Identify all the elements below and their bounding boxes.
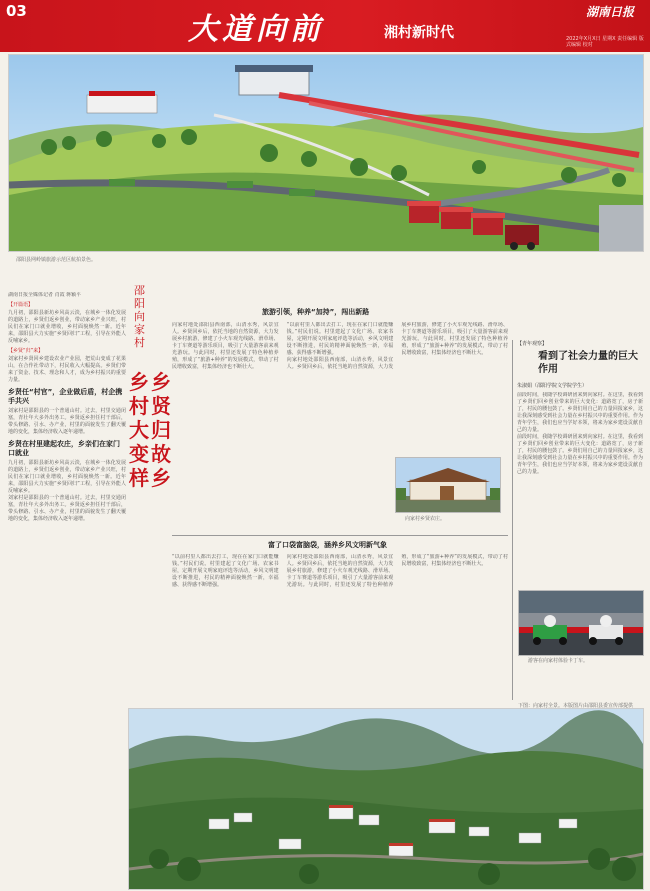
banner-subtitle: 湘村新时代: [384, 25, 454, 41]
middle-column-2: [172, 554, 508, 699]
right-paragraph-2: 前段时间，我随学校调研团来到向家村。在这里，我看到了乡贤们回乡创业带来的巨大变化：道路宽了，房子新了，村民的腰包鼓了。乡贤们用自己的力量回报家乡，这让我深刻感受到社会力量在乡村振兴中的重要作用。作为青年学生，我们也应当学好本领，将来为家乡建设贡献自己的力量。: [517, 434, 643, 475]
farm-paragraph: 九月初，邵阳县新坊乡风高云淡，在城乡一体化发展的道路上，乡贤们返乡创业，带动家乡产业兴旺，村民们在家门口就业增收，乡村面貌焕然一新。近年来，邵阳县大力实施“乡贤回归”工程，引导在外能人反哺家乡。: [8, 460, 126, 494]
section-tag-return: 【乡贤“归”来】: [8, 348, 44, 354]
go-kart-image: [519, 591, 643, 655]
banner-title: 大道向前: [188, 12, 324, 47]
section-divider: [172, 535, 508, 536]
byline: 湖南日报全媒体记者 肖霞 蒋颖平: [8, 292, 82, 298]
left-column: [8, 292, 126, 887]
issue-info: 2022年X月X日 星期X 责任编辑 版式编辑 校对: [566, 36, 644, 48]
subheading-village-official: 乡贤任“村官”，企业做后盾，村企携手共兴: [8, 388, 123, 405]
right-author: 朱淑娟（邵阳学院文学院学生）: [517, 383, 588, 389]
theme-park-landscape-image: [9, 55, 643, 251]
page-number: 03: [6, 2, 27, 20]
section2-paragraph: “以前村里人都出去打工，现在在家门口就能赚钱。”村民们说。村里建起了文化广场、农家书屋，定期开展文明家庭评选等活动，乡风文明建设不断推进，村民的精神面貌焕然一新，幸福感、获得感不断增强。: [172, 554, 279, 588]
section-tag-intro: 【开篇语】: [8, 302, 34, 308]
paper-name: 湖南日报: [586, 5, 635, 19]
intro-paragraph: 九月初，邵阳县新坊乡风高云淡，在城乡一体化发展的道路上，乡贤们返乡创业，带动家乡产业兴旺，村民们在家门口就业增收，乡村面貌焕然一新。近年来，邵阳县大力实施“乡贤回归”工程，引导在外能人反哺家乡。: [8, 310, 126, 344]
village-panorama-photo: [128, 708, 644, 890]
farm-paragraph-2: 刘家村是邵阳县的一个普通山村。过去，村里交通闭塞，青壮年大多外出务工。乡贤返乡担任村干部后，带头修路、引水、办产业，村里的面貌发生了翻天覆地的变化，集体经济收入逐年递增。: [8, 495, 126, 522]
headline-line-2: 乡 村 大 变 样: [129, 370, 149, 490]
subheading-farm: 乡贤在村里建起农庄，乡亲们在家门口就业: [8, 440, 120, 457]
middle-section-title: 旅游引领，种养“加持”，闯出新路: [262, 308, 370, 316]
top-photo: [8, 54, 644, 252]
return-paragraph: 刘家村乡贤回乡建设农业产业园，把荒山变成了花果山，在合作社带动下，村民收入大幅提高。乡贤们带来了资金、技术、理念和人才，成为乡村振兴的重要力量。: [8, 356, 126, 383]
middle-paragraph: 向家村地处邵阳县西南部，山清水秀，风景宜人。乡贤回乡后，依托当地的自然资源，大力发展乡村旅游，修建了小火车观光线路、滑草场、卡丁车赛道等游乐项目，吸引了大量游客前来观光游玩。与此同时，村里还发展了特色种植养殖，形成了“旅游+种养”的发展模式，带动了村民增收致富，村集体经济也不断壮大。: [172, 322, 279, 370]
middle-paragraph-3: 向家村地处邵阳县西南部，山清水秀，风景宜人。乡贤回乡后，依托当地的自然资源，大力发展乡村旅游，修建了小火车观光线路、滑草场、卡丁车赛道等游乐项目，吸引了大量游客前来观光游玩。与此同时，村里还发展了特色种植养殖，形成了“旅游+种养”的发展模式，带动了村民增收致富，村集体经济也不断壮大。: [286, 322, 508, 370]
go-kart-caption: 游客在向家村体验卡丁车。: [528, 658, 589, 664]
farmhouse-image: [396, 458, 500, 512]
section2-paragraph-2: 向家村地处邵阳县西南部，山清水秀，风景宜人。乡贤回乡后，依托当地的自然资源，大力发展乡村旅游，修建了小火车观光线路、滑草场、卡丁车赛道等游乐项目，吸引了大量游客前来观光游玩。与此同时，村里还发展了特色种植养殖，形成了“旅游+种养”的发展模式，带动了村民增收致富，村集体经济也不断壮大。: [286, 554, 508, 588]
go-kart-photo: [518, 590, 644, 656]
right-section-tag: 【青年观察】: [517, 341, 548, 347]
masthead: [0, 0, 650, 52]
right-column: [517, 392, 643, 582]
middle-paragraph-2: “以前村里人都出去打工，现在在家门口就能赚钱。”村民们说。村里建起了文化广场、农家书屋，定期开展文明家庭评选等活动，乡风文明建设不断推进，村民的精神面貌焕然一新，幸福感、获得感不断增强。: [286, 322, 394, 356]
column-divider: [512, 340, 513, 700]
village-panorama-image: [129, 709, 643, 889]
photo-credit-line: 下图：向家村全景。本版图片由邵阳县委宣传部提供: [518, 703, 634, 709]
middle-section2-title: 富了口袋富脑袋，涵养乡风文明新气象: [268, 541, 387, 549]
farmhouse-caption: 向家村乡贤农庄。: [405, 516, 446, 522]
village-paragraph: 刘家村是邵阳县的一个普通山村。过去，村里交通闭塞，青壮年大多外出务工。乡贤返乡担任村干部后，带头修路、引水、办产业，村里的面貌发生了翻天覆地的变化，集体经济收入逐年递增。: [8, 408, 126, 435]
right-paragraph: 前段时间，我随学校调研团来到向家村。在这里，我看到了乡贤们回乡创业带来的巨大变化：道路宽了，房子新了，村民的腰包鼓了。乡贤们用自己的力量回报家乡，这让我深刻感受到社会力量在乡村振兴中的重要作用。作为青年学生，我们也应当学好本领，将来为家乡建设贡献自己的力量。: [517, 392, 643, 433]
farmhouse-photo: [395, 457, 501, 513]
headline-kicker: 邵 阳 向 家 村: [134, 284, 145, 349]
right-headline: 看到了社会力量的巨大作用: [538, 351, 638, 375]
top-photo-caption: 邵阳县网岭镇旅游示范区航拍景色。: [16, 257, 97, 263]
headline-line-1: 乡 贤 归 故 乡: [151, 370, 171, 490]
